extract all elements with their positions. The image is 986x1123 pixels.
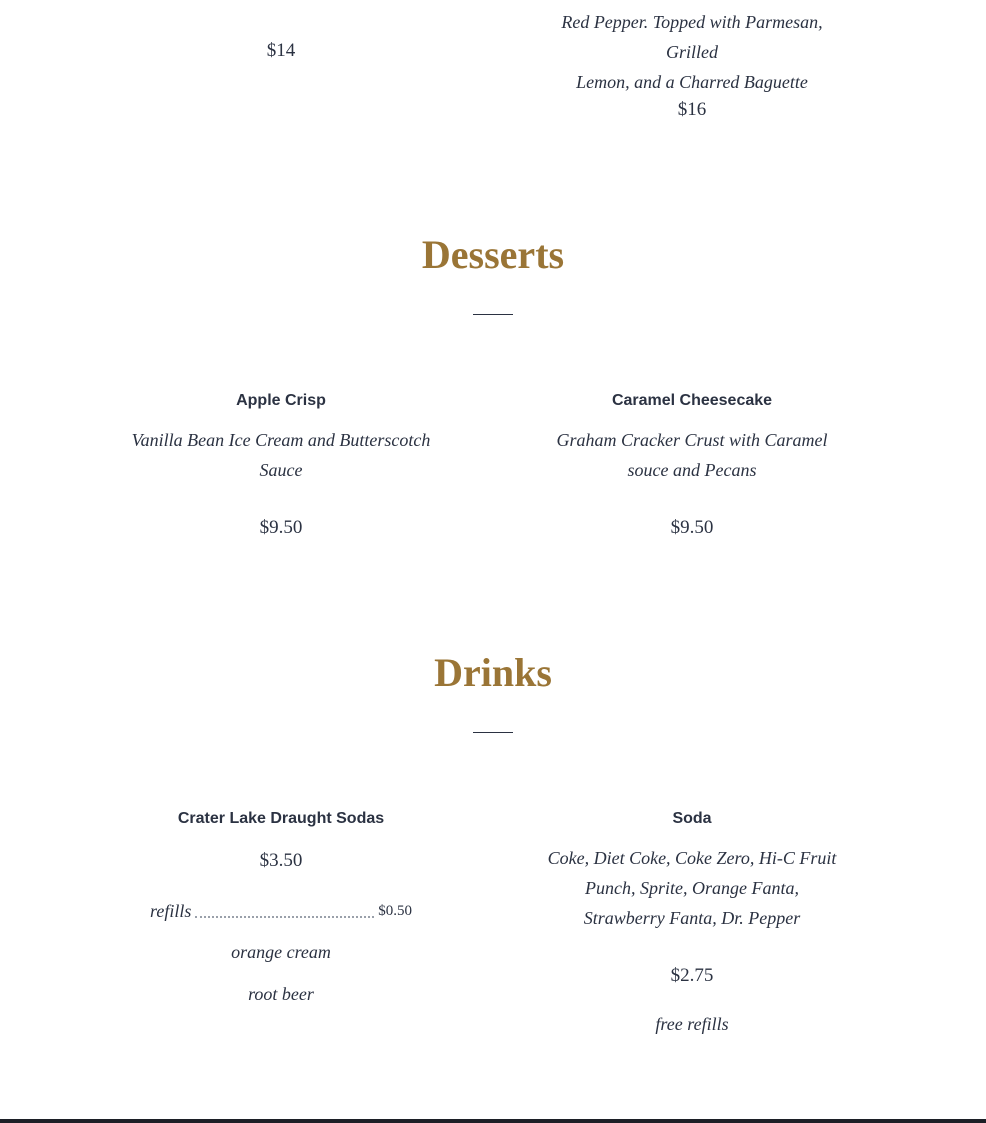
menu-item-soda <box>541 809 843 933</box>
item-price: $9.50 <box>259 517 303 538</box>
refills-label: refills <box>150 901 192 921</box>
menu-item-apple-crisp <box>130 391 432 485</box>
item-price: $9.50 <box>670 517 714 538</box>
menu-item-crater-lake-sodas <box>130 809 432 829</box>
dot-leader <box>195 916 374 918</box>
item-description: Coke, Diet Coke, Coke Zero, Hi-C Fruit Punch, Sprite, Orange Fanta, Strawberry Fanta, Dr. Pepper <box>547 848 837 928</box>
flavor-item: orange cream <box>231 942 331 962</box>
menu-item-partial-right <box>541 7 843 97</box>
item-description: Graham Cracker Crust with Caramel souce and Pecans <box>556 430 828 480</box>
item-price: $2.75 <box>670 965 714 986</box>
item-price: $14 <box>266 40 296 61</box>
item-title: Soda <box>672 810 712 827</box>
section-divider <box>473 732 513 733</box>
item-title: Crater Lake Draught Sodas <box>177 810 385 827</box>
item-description-line: Red Pepper. Topped with Parmesan, Grilled <box>561 12 823 62</box>
refills-price-row <box>150 898 412 922</box>
section-title-drinks: Drinks <box>434 650 552 695</box>
item-note: free refills <box>655 1014 729 1034</box>
flavor-item: root beer <box>248 984 314 1004</box>
section-divider <box>473 314 513 315</box>
section-title-desserts: Desserts <box>421 232 565 277</box>
item-price: $16 <box>677 99 707 120</box>
item-description-line: Lemon, and a Charred Baguette <box>576 72 808 92</box>
item-title: Apple Crisp <box>236 392 326 409</box>
footer-bar <box>0 1119 986 1123</box>
item-description: Vanilla Bean Ice Cream and Butterscotch Sauce <box>131 430 431 480</box>
item-title: Caramel Cheesecake <box>611 392 773 409</box>
menu-item-caramel-cheesecake <box>541 391 843 485</box>
item-price: $3.50 <box>259 850 303 871</box>
refills-price: $0.50 <box>378 903 412 919</box>
